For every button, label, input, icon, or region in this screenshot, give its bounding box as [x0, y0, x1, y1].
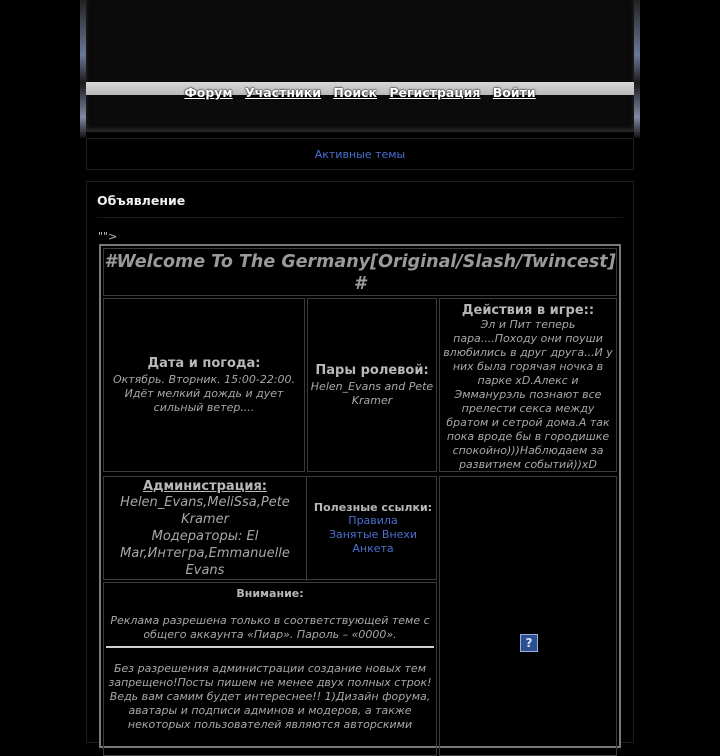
admin-cell: [104, 477, 307, 581]
broken-image-icon: ?: [520, 634, 538, 652]
nav-link-register[interactable]: Регистрация: [389, 85, 481, 100]
welcome-heading: #Welcome To The Germany[Original/Slash/Twincest] #: [104, 252, 616, 294]
notice-divider: [106, 646, 434, 648]
links-cell: [308, 477, 438, 581]
date-weather-cell: [103, 298, 305, 472]
announcement-box: [86, 181, 634, 743]
date-weather-text: Октябрь. Вторник. 15:00-22:00. Идёт мелкий дождь и дует сильный ветер....: [112, 372, 296, 414]
admin-names: Helen_Evans,MeliSsa,Pete Kramer: [120, 495, 290, 527]
active-topics-link[interactable]: Активные темы: [314, 148, 406, 161]
pairs-label: Пары ролевой:: [315, 362, 429, 378]
link-rules[interactable]: Правила: [348, 514, 398, 527]
links-label: Полезные ссылки:: [313, 501, 433, 514]
actions-cell: [439, 298, 617, 472]
admin-label: Администрация:: [143, 479, 267, 494]
header-chrome-right: [634, 0, 640, 138]
actions-label: Действия в игре::: [461, 303, 595, 318]
nav-link-members[interactable]: Участники: [245, 85, 321, 100]
notice-cell: [103, 582, 437, 756]
moderators-text: Модераторы: El Mar,Интегра,Emmanuelle Evans: [120, 529, 290, 578]
active-topics-bar: [86, 138, 634, 170]
date-weather-label: Дата и погода:: [147, 355, 261, 371]
notice-ads-text: Реклама разрешена только в соответствующей теме с общего аккаунта «Пиар». Пароль – «0000».: [110, 614, 430, 641]
link-taken-characters[interactable]: Занятые Внехи: [328, 528, 418, 541]
image-cell: [439, 476, 617, 756]
link-application-form[interactable]: Анкета: [352, 542, 394, 555]
nav-link-search[interactable]: Поиск: [333, 85, 378, 100]
notice-rules-text: Без разрешения администрации создание новых тем запрещено!Посты пишем не менее двух полных строк! Ведь вам самим будет интереснее!! 1)Дизайн форума, аватары и подписи админов и модеров, а также некоторых пользователей являются авторскими: [108, 662, 432, 731]
pairs-cell: [307, 298, 437, 472]
stray-markup-text: "">: [98, 230, 118, 243]
nav-link-forum[interactable]: Форум: [184, 85, 233, 100]
divider: [97, 217, 623, 218]
forum-header: [86, 0, 634, 132]
welcome-cell: [103, 248, 617, 296]
actions-text: Эл и Пит теперь пара....Походу они поуши влюбились в друг друга...И у них была горячая ночка в парке xD.Алекс и Эмманурэль познают все прелести секса между братом и сетрой дома.А так пока вроде бы в городишке спокойно)))Наблюдаем за развитием событий))xD: [443, 318, 613, 471]
nav-link-login[interactable]: Войти: [492, 85, 536, 100]
admin-row: [103, 476, 437, 580]
notice-label: Внимание:: [236, 587, 304, 600]
announcement-title: Объявление: [97, 193, 186, 208]
nav-links: [86, 85, 634, 100]
pairs-text: Helen_Evans and Pete Kramer: [310, 379, 434, 407]
info-board: [99, 244, 621, 748]
